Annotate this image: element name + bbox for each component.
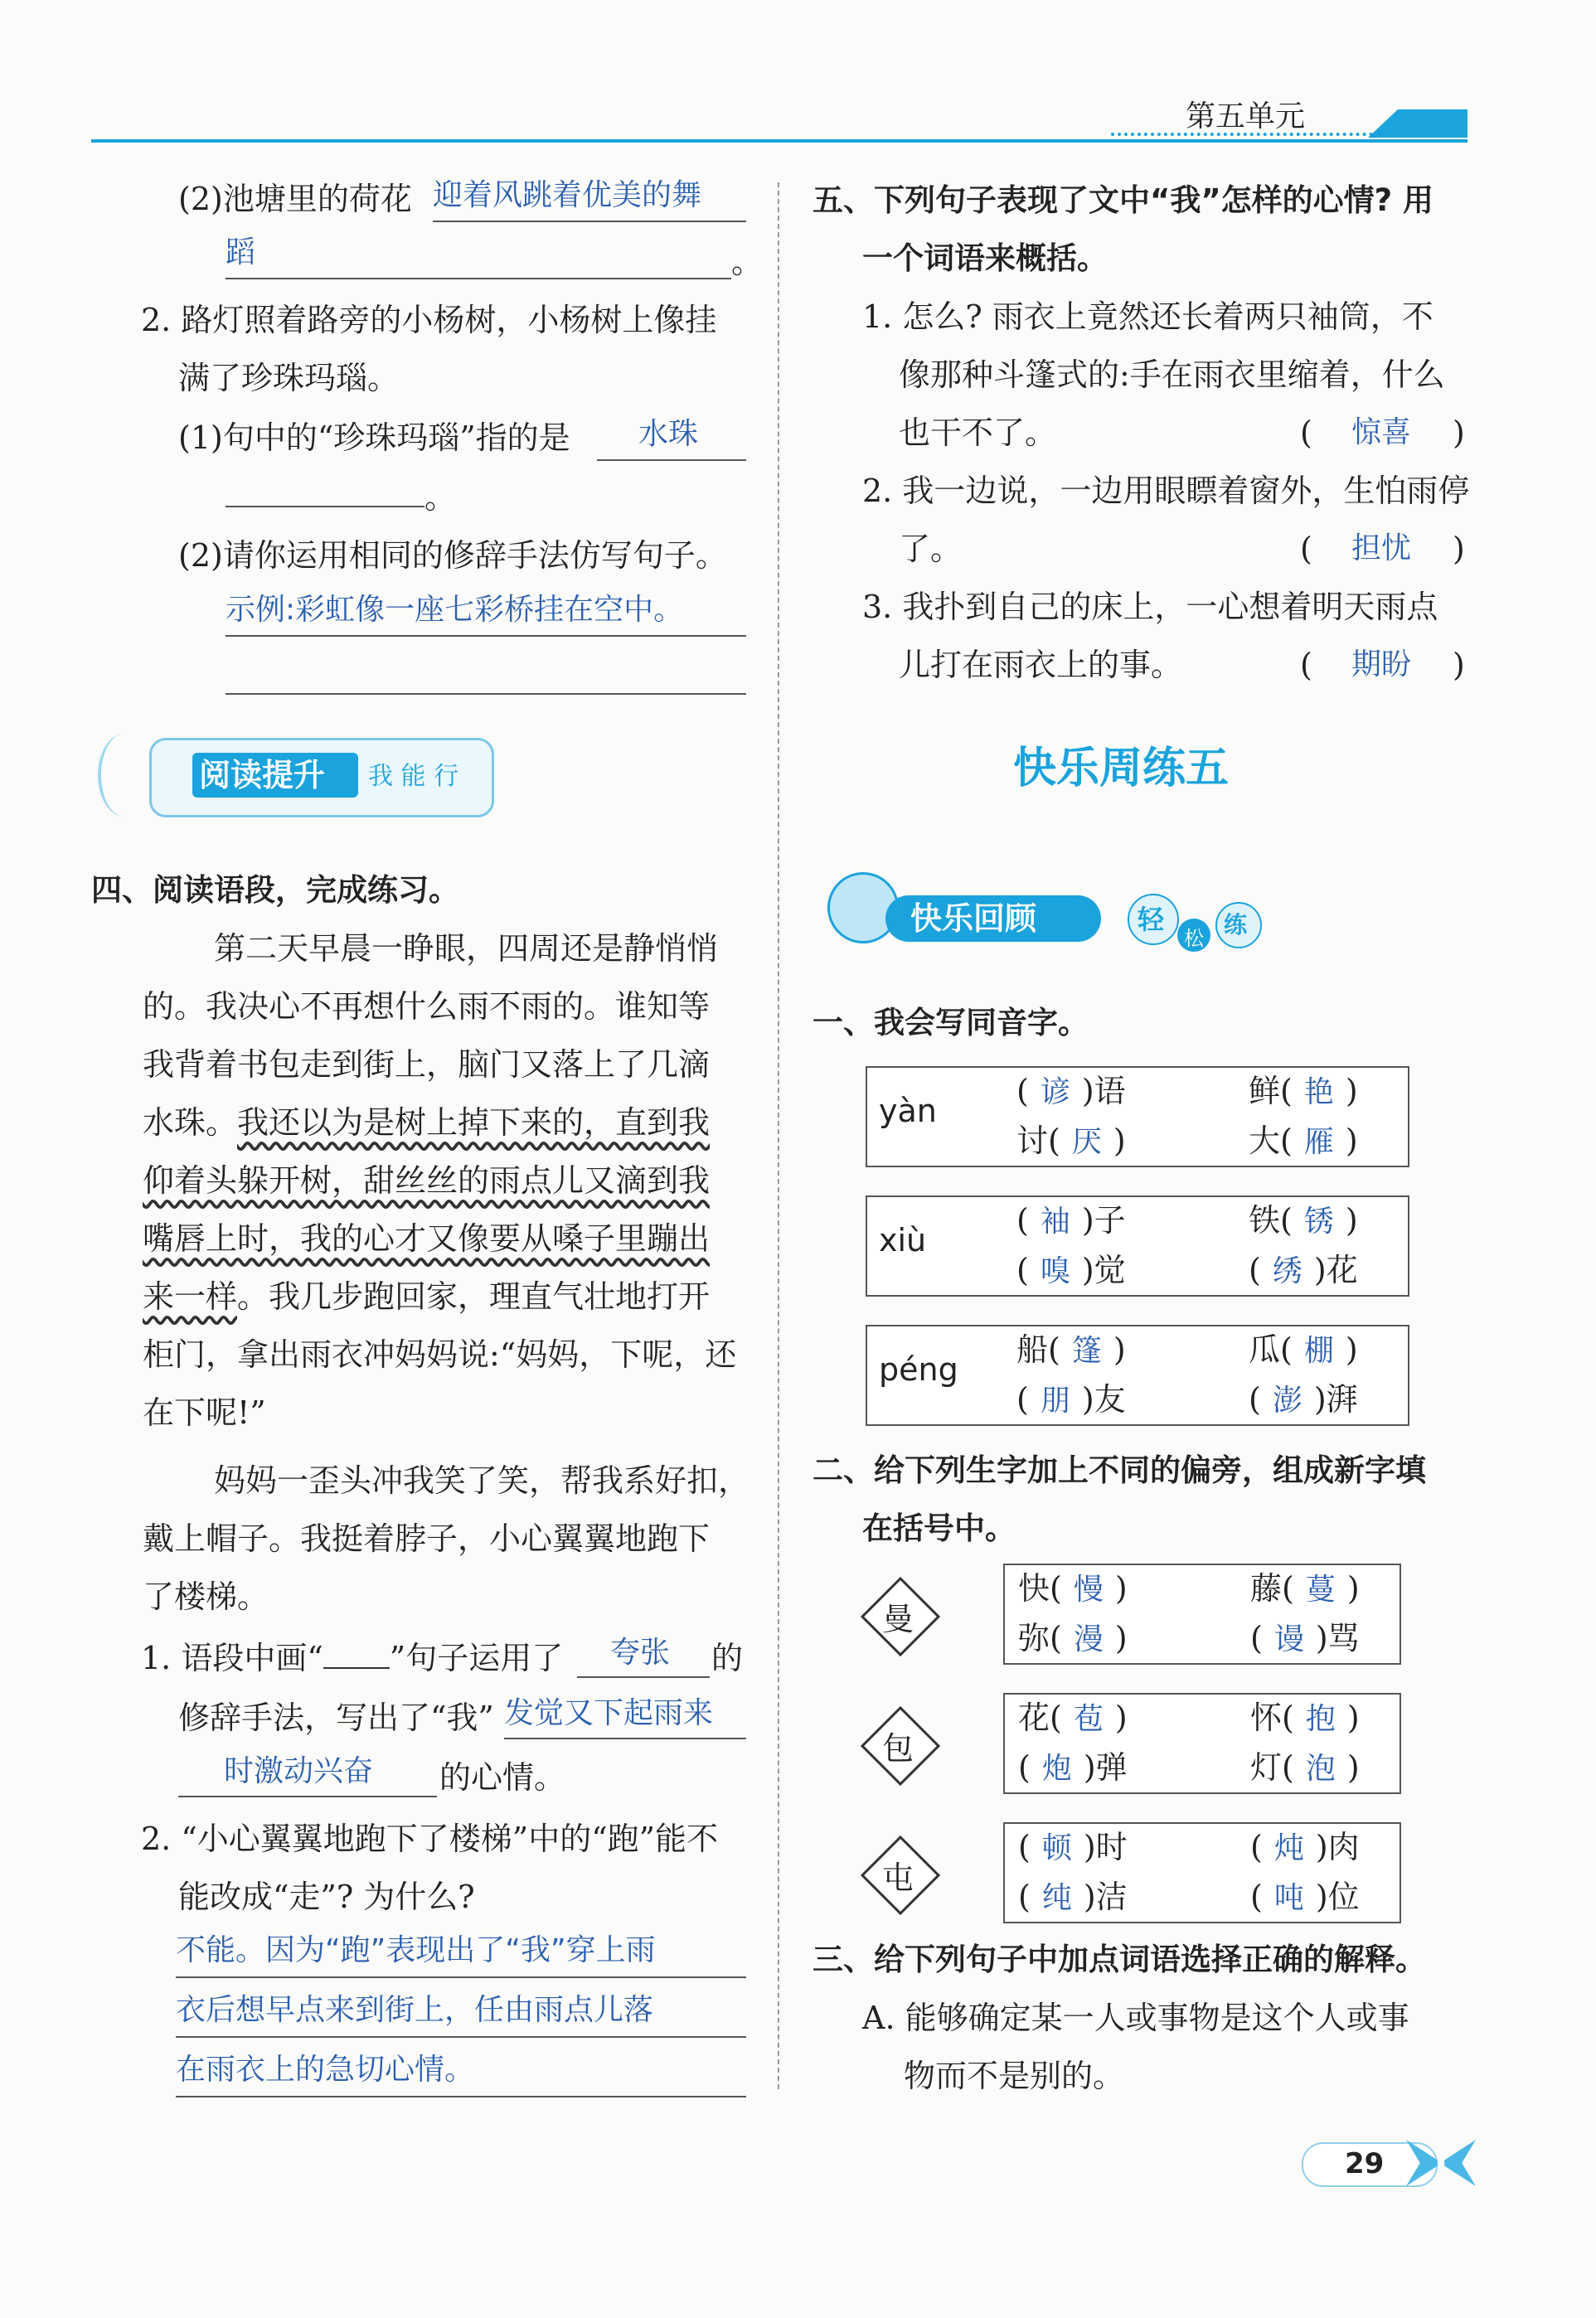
q2-2-blank [226,647,746,695]
section-4-title: 四、阅读语段，完成练习。 [91,872,459,908]
s3-option-a-line1: A. 能够确定某一人或事物是这个人或事 [862,2000,1409,2036]
section-2-title-1: 二、给下列生字加上不同的偏旁，组成新字填 [813,1452,1426,1488]
q1-answer-2: 发觉又下起雨来 [504,1690,746,1739]
q1-blank-mark [323,1642,390,1669]
hp3-a: 船( 篷 ) [1016,1331,1126,1368]
hp3-b: 瓜( 棚 ) [1249,1331,1358,1368]
header-tab [1368,109,1467,138]
hp3-d: ( 澎 )湃 [1249,1381,1358,1418]
s5-item2-answer: 担忧 [1351,531,1412,565]
homophone-box-3 [866,1325,1409,1426]
review-s: 松 [1184,927,1204,950]
q2-line1: 2. 路灯照着路旁的小杨树，小杨树上像挂 [141,302,717,338]
radical-box-2 [1003,1693,1401,1794]
q2-line2: 满了珍珠玛瑙。 [178,360,400,396]
s5-item3-answer: 期盼 [1351,647,1412,681]
hp1-d: 大( 雁 ) [1249,1123,1358,1159]
s5-item2-l1: 2. 我一边说，一边用眼瞟着窗外，生怕雨停 [862,473,1470,509]
s5-item1-paren-close: ) [1453,415,1465,451]
radical-box-1 [1003,1564,1401,1665]
hp1-c: 讨( 厌 ) [1016,1123,1126,1159]
rd1-b: 藤( 蔓 ) [1250,1570,1360,1607]
rd1-c: 弥( 漫 ) [1018,1620,1128,1656]
rd3-b: ( 炖 )肉 [1250,1829,1360,1865]
q1-text-a [141,1630,563,1686]
rd2-b: 怀( 抱 ) [1250,1700,1360,1736]
rd3-d: ( 吨 )位 [1250,1879,1360,1915]
q2b-line2: 能改成“走”? 为什么? [178,1879,475,1915]
q1-prefix: 1. 语段中画“ [141,1640,323,1676]
q2-1-answer: 水珠 [597,410,746,461]
q2b-answer-1: 不能。因为“跑”表现出了“我”穿上雨 [176,1925,746,1978]
header-rule [91,139,1467,143]
homophone-box-1 [866,1066,1409,1167]
q1-mid: ”句子运用了 [389,1640,564,1676]
s5-item1-l3: 也干不了。 [899,415,1057,451]
s5-item2-paren-open: ( [1300,531,1312,567]
q3-2-end: 。 [731,244,764,280]
s5-item1-l2: 像那种斗篷式的:手在雨衣里缩着，什么 [899,356,1445,393]
s5-item1-paren-open: ( [1300,415,1312,451]
review-badge-text: 快乐回顾 [910,900,1037,937]
q3-2-answer-b: 蹈 [226,228,731,279]
s5-item2-l2: 了。 [899,531,963,567]
q3-2-label: (2)池塘里的荷花 [178,181,412,217]
banner-subtitle: 我 能 行 [368,762,459,791]
passage-line-4-wavy: 我还以为是树上掉下来的，直到我 [237,1104,711,1141]
section-2-title-2: 在括号中。 [862,1511,1016,1546]
s5-item3-l1: 3. 我扑到自己的床上，一心想着明天雨点 [862,589,1438,625]
hp1-b: 鲜( 艳 ) [1249,1073,1358,1109]
rd3-a: ( 顿 )时 [1018,1829,1128,1865]
q3-2-answer-a: 迎着风跳着优美的舞 [433,171,746,222]
hp2-b: 铁( 锈 ) [1249,1202,1358,1239]
pinyin-1: yàn [879,1093,937,1129]
hp2-c: ( 嗅 )觉 [1016,1252,1126,1288]
rd1-d: ( 谩 )骂 [1250,1620,1360,1656]
section-5-title-2: 一个词语来概括。 [862,240,1108,276]
hp2-d: ( 绣 )花 [1249,1252,1358,1288]
passage-line-7 [143,1268,710,1325]
banner-swirl-icon [98,734,151,817]
column-divider [778,182,779,2089]
s5-item3-l2: 儿打在雨衣上的事。 [899,647,1183,683]
passage-line-10: 妈妈一歪头冲我笑了笑，帮我系好扣， [214,1462,750,1499]
q2-1-end: 。 [424,479,457,516]
q2-1-blank [226,464,424,507]
passage-line-7-wavy: 来一样 [143,1278,238,1315]
passage-line-9: 在下呢!” [143,1394,266,1431]
q2b-answer-2: 衣后想早点来到街上，任由雨点儿落 [176,1985,746,2038]
passage-line-4 [143,1094,710,1151]
pinyin-3: péng [879,1351,958,1388]
s5-item2-paren-close: ) [1453,531,1465,567]
passage-line-12: 了楼梯。 [143,1578,269,1615]
q1-answer-3: 时激动兴奋 [178,1748,437,1797]
rd1-a: 快( 慢 ) [1018,1570,1128,1607]
page-number: 29 [1345,2147,1385,2180]
radical-box-3 [1003,1822,1401,1923]
section-1-title: 一、我会写同音字。 [813,1005,1089,1040]
q2-1: (1)句中的“珍珠玛瑙”指的是 [178,419,570,456]
hp2-a: ( 袖 )子 [1016,1202,1126,1239]
banner-title: 阅读提升 [199,757,326,793]
passage-line-3: 我背着书包走到街上，脑门又落上了几滴 [143,1046,711,1083]
rd2-d: 灯( 泡 ) [1250,1749,1360,1786]
s3-option-a-line2: 物而不是别的。 [904,2058,1125,2094]
pinyin-2: xiù [879,1222,927,1258]
radical-char-3: 屯 [881,1860,914,1896]
week-title: 快乐周练五 [1013,744,1230,793]
unit-title: 第五单元 [1186,99,1306,133]
passage-line-11: 戴上帽子。我挺着脖子，小心翼翼地跑下 [143,1520,711,1557]
s5-item3-paren-close: ) [1453,647,1465,683]
q2-2: (2)请你运用相同的修辞手法仿写句子。 [178,537,727,574]
q1-answer-1: 夸张 [577,1630,710,1678]
radical-char-2: 包 [881,1730,914,1767]
passage-line-4-plain: 水珠。 [143,1104,238,1141]
passage-line-8: 柜门，拿出雨衣冲妈妈说:“妈妈，下呢，还 [143,1336,737,1373]
review-l: 练 [1224,911,1248,938]
s5-item1-answer: 惊喜 [1351,415,1412,449]
q1-line2: 修辞手法，写出了“我” [178,1700,494,1736]
rd3-c: ( 纯 )洁 [1018,1879,1128,1915]
s5-item1-l1: 1. 怎么? 雨衣上竟然还长着两只袖筒，不 [862,298,1433,335]
homophone-box-2 [866,1195,1409,1297]
passage-line-7-plain: 。我几步跑回家，理直气壮地打开 [237,1278,711,1315]
section-3-title: 三、给下列句子中加点词语选择正确的解释。 [813,1942,1426,1977]
passage-line-2: 的。我决心不再想什么雨不雨的。谁知等 [143,988,711,1025]
s5-item3-paren-open: ( [1300,647,1312,683]
passage-line-1: 第二天早晨一睁眼，四周还是静悄悄 [214,930,719,967]
passage-line-5: 仰着头躲开树，甜丝丝的雨点儿又滴到我 [143,1162,711,1199]
q2b-line1: 2. “小心翼翼地跑下了楼梯”中的“跑”能不 [141,1821,719,1857]
hp3-c: ( 朋 )友 [1016,1381,1126,1418]
hp1-a: ( 谚 )语 [1016,1073,1126,1109]
passage-line-6: 嘴唇上时，我的心才又像要从嗓子里蹦出 [143,1220,711,1257]
rd2-a: 花( 苞 ) [1018,1700,1128,1736]
q2b-answer-3: 在雨衣上的急切心情。 [176,2044,746,2097]
q1-suffix: 的 [711,1640,744,1676]
rd2-c: ( 炮 )弹 [1018,1749,1128,1786]
review-q: 轻 [1138,904,1165,935]
radical-char-1: 曼 [881,1601,914,1637]
section-5-title-1: 五、下列句子表现了文中“我”怎样的心情? 用 [813,182,1433,218]
q2-2-answer: 示例:彩虹像一座七彩桥挂在空中。 [226,585,746,637]
q1-end: 的心情。 [439,1759,566,1796]
